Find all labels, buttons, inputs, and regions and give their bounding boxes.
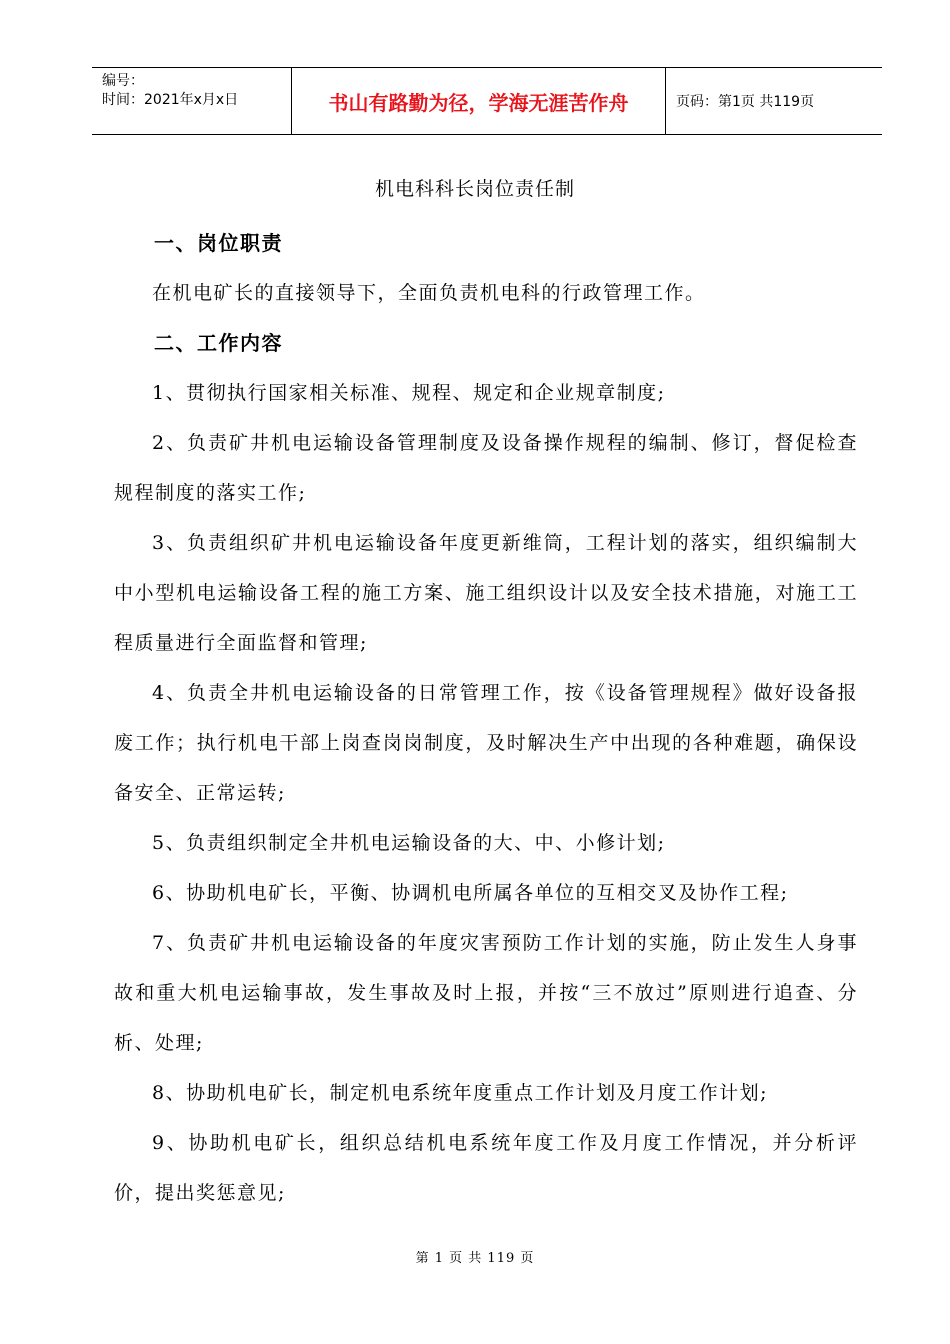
- number-label: 编号：: [102, 73, 144, 89]
- list-item: 3、负责组织矿井机电运输设备年度更新维筒，工程计划的落实，组织编制大中小型机电运输设备工程的施工方案、施工组织设计以及安全技术措施，对施工工程质量进行全面监督和管理;: [114, 532, 858, 654]
- section1-heading: 一、岗位职责: [154, 231, 283, 255]
- list-item: 2、负责矿井机电运输设备管理制度及设备操作规程的编制、修订，督促检查规程制度的落实工作;: [114, 432, 858, 504]
- time-label: 时间：2021年x月x日: [102, 92, 239, 108]
- page-footer: 第 1 页 共 119 页: [415, 1251, 535, 1266]
- header-page-info: 页码：第1页 共119页: [676, 94, 815, 110]
- list-item: 8、协助机电矿长，制定机电系统年度重点工作计划及月度工作计划;: [152, 1082, 768, 1104]
- list-item: 1、贯彻执行国家相关标准、规程、规定和企业规章制度;: [152, 382, 666, 404]
- list-item: 5、负责组织制定全井机电运输设备的大、中、小修计划;: [152, 832, 666, 854]
- header-meta: [92, 68, 292, 134]
- list-item: 6、协助机电矿长，平衡、协调机电所属各单位的互相交叉及协作工程;: [152, 882, 789, 904]
- section2-heading: 二、工作内容: [154, 331, 283, 355]
- list-item: 9、协助机电矿长，组织总结机电系统年度工作及月度工作情况，并分析评价，提出奖惩意见;: [114, 1132, 858, 1204]
- section1-text: 在机电矿长的直接领导下，全面负责机电科的行政管理工作。: [152, 282, 706, 304]
- list-item: 7、负责矿井机电运输设备的年度灾害预防工作计划的实施，防止发生人身事故和重大机电运输事故，发生事故及时上报，并按“三不放过”原则进行追查、分析、处理;: [114, 932, 858, 1054]
- document-title: 机电科科长岗位责任制: [374, 178, 575, 200]
- header-motto: 书山有路勤为径，学海无涯苦作舟: [292, 68, 666, 134]
- list-item: 4、负责全井机电运输设备的日常管理工作，按《设备管理规程》做好设备报废工作；执行机电干部上岗查岗岗制度，及时解决生产中出现的各种难题，确保设备安全、正常运转;: [114, 682, 858, 804]
- document-body: [114, 218, 858, 1218]
- header-table: [92, 67, 882, 135]
